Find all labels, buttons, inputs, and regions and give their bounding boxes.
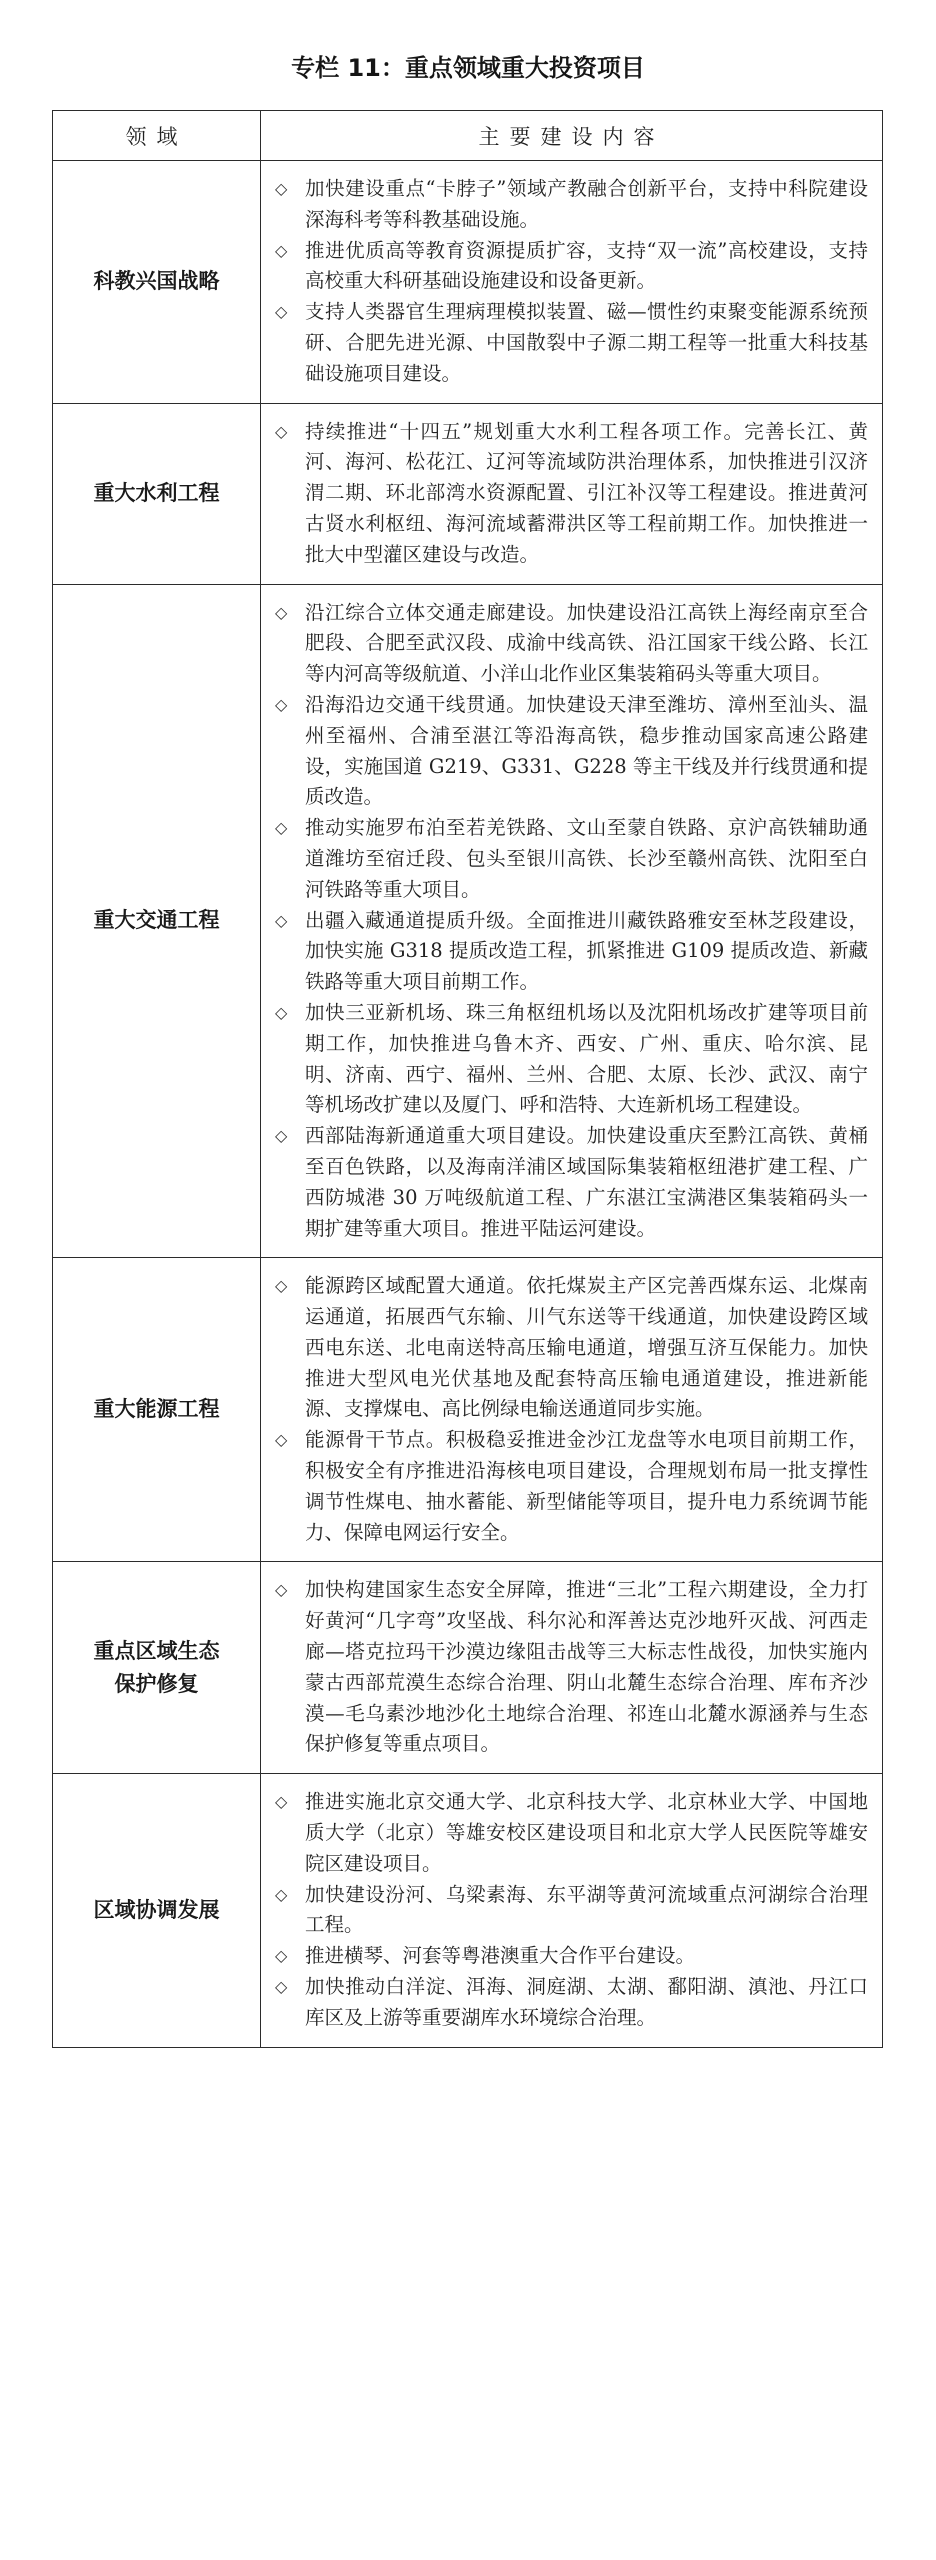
list-item xyxy=(275,174,868,236)
item-text: 推进横琴、河套等粤港澳重大合作平台建设。 xyxy=(305,1944,696,1968)
domain-cell xyxy=(53,1562,261,1774)
domain-cell xyxy=(53,1258,261,1562)
list-item xyxy=(275,813,868,905)
content-cell xyxy=(261,403,883,584)
list-item xyxy=(275,236,868,298)
item-text: 加快建设汾河、乌梁素海、东平湖等黄河流域重点河湖综合治理工程。 xyxy=(305,1882,868,1937)
diamond-bullet-icon: ◇ xyxy=(275,1977,288,1997)
diamond-bullet-icon: ◇ xyxy=(275,1002,288,1022)
content-cell xyxy=(261,161,883,404)
item-text: 推进优质高等教育资源提质扩容，支持“双一流”高校建设，支持高校重大科研基础设施建设和设备更新。 xyxy=(305,238,868,293)
project-table xyxy=(52,110,883,2048)
list-item xyxy=(275,1787,868,1879)
domain-cell xyxy=(53,584,261,1258)
item-text: 能源骨干节点。积极稳妥推进金沙江龙盘等水电项目前期工作，积极安全有序推进沿海核电项目建设，合理规划布局一批支撑性调节性煤电、抽水蓄能、新型储能等项目，提升电力系统调节能力、保障电网运行安全。 xyxy=(305,1428,868,1544)
item-text: 能源跨区域配置大通道。依托煤炭主产区完善西煤东运、北煤南运通道，拓展西气东输、川气东送等干线通道，加快建设跨区域西电东送、北电南送特高压输电通道，增强互济互保能力。加快推进大型风电光伏基地及配套特高压输电通道建设，推进新能源、支撑煤电、高比例绿电输送通道同步实施。 xyxy=(305,1274,868,1421)
table-row xyxy=(53,403,883,584)
domain-cell xyxy=(53,1774,261,2047)
domain-label: 重大能源工程 xyxy=(93,1397,220,1422)
item-text: 持续推进“十四五”规划重大水利工程各项工作。完善长江、黄河、海河、松花江、辽河等流域防洪治理体系，加快推进引汉济渭二期、环北部湾水资源配置、引江补汉等工程建设。推进黄河古贤水利枢纽、海河流域蓄滞洪区等工程前期工作。加快推进一批大中型灌区建设与改造。 xyxy=(305,419,868,566)
page-title: 专栏 11：重点领域重大投资项目 xyxy=(291,54,645,82)
item-text: 沿江综合立体交通走廊建设。加快建设沿江高铁上海经南京至合肥段、合肥至武汉段、成渝中线高铁、沿江国家干线公路、长江等内河高等级航道、小洋山北作业区集装箱码头等重大项目。 xyxy=(305,600,868,686)
item-text: 加快三亚新机场、珠三角枢纽机场以及沈阳机场改扩建等项目前期工作，加快推进乌鲁木齐、西安、广州、重庆、哈尔滨、昆明、济南、西宁、福州、兰州、合肥、太原、长沙、武汉、南宁等机场改扩建以及厦门、呼和浩特、大连新机场工程建设。 xyxy=(305,1000,868,1117)
header-content: 主要建设内容 xyxy=(261,111,883,161)
content-cell xyxy=(261,1774,883,2047)
list-item xyxy=(275,1271,868,1425)
table-header-row xyxy=(53,111,883,161)
table-row xyxy=(53,1562,883,1774)
list-item xyxy=(275,1972,868,2034)
list-item xyxy=(275,1880,868,1942)
content-cell xyxy=(261,1258,883,1562)
list-item xyxy=(275,690,868,813)
item-text: 加快推动白洋淀、洱海、洞庭湖、太湖、鄱阳湖、滇池、丹江口库区及上游等重要湖库水环境综合治理。 xyxy=(305,1975,868,2029)
domain-cell xyxy=(53,403,261,584)
diamond-bullet-icon: ◇ xyxy=(275,1792,288,1812)
diamond-bullet-icon: ◇ xyxy=(275,1580,288,1600)
item-text: 加快建设重点“卡脖子”领域产教融合创新平台，支持中科院建设深海科考等科教基础设施。 xyxy=(305,177,868,231)
diamond-bullet-icon: ◇ xyxy=(275,818,288,838)
list-item xyxy=(275,998,868,1121)
diamond-bullet-icon: ◇ xyxy=(275,421,288,441)
table-row xyxy=(53,161,883,404)
item-text: 西部陆海新通道重大项目建设。加快建设重庆至黔江高铁、黄桶至百色铁路，以及海南洋浦区域国际集装箱枢纽港扩建工程、广西防城港 30 万吨级航道工程、广东湛江宝满港区集装箱码头一期扩建等重大项目。推进平陆运河建设。 xyxy=(305,1124,868,1240)
list-item xyxy=(275,1575,868,1760)
diamond-bullet-icon: ◇ xyxy=(275,1126,288,1146)
diamond-bullet-icon: ◇ xyxy=(275,1884,288,1904)
diamond-bullet-icon: ◇ xyxy=(275,694,288,714)
header-domain: 领域 xyxy=(53,111,261,161)
domain-label: 科教兴国战略 xyxy=(93,269,220,294)
list-item xyxy=(275,598,868,690)
list-item xyxy=(275,906,868,998)
item-text: 加快构建国家生态安全屏障，推进“三北”工程六期建设，全力打好黄河“几字弯”攻坚战、科尔沁和浑善达克沙地歼灭战、河西走廊—塔克拉玛干沙漠边缘阻击战等三大标志性战役，加快实施内蒙古西部荒漠生态综合治理、阴山北麓生态综合治理、库布齐沙漠—毛乌素沙地沙化土地综合治理、祁连山北麓水源涵养与生态保护修复等重点项目。 xyxy=(305,1578,868,1756)
domain-label: 区域协调发展 xyxy=(93,1897,220,1922)
table-row xyxy=(53,584,883,1258)
domain-label: 重大水利工程 xyxy=(93,481,220,506)
diamond-bullet-icon: ◇ xyxy=(275,1946,288,1966)
domain-cell xyxy=(53,161,261,404)
diamond-bullet-icon: ◇ xyxy=(275,240,288,260)
diamond-bullet-icon: ◇ xyxy=(275,910,288,930)
diamond-bullet-icon: ◇ xyxy=(275,179,288,198)
diamond-bullet-icon: ◇ xyxy=(275,1276,288,1296)
list-item xyxy=(275,297,868,389)
table-row xyxy=(53,1774,883,2047)
table-row xyxy=(53,1258,883,1562)
item-text: 沿海沿边交通干线贯通。加快建设天津至潍坊、漳州至汕头、温州至福州、合浦至湛江等沿海高铁，稳步推动国家高速公路建设，实施国道 G219、G331、G228 等主干线及并行线贯通和提质改造。 xyxy=(305,692,868,809)
list-item xyxy=(275,417,868,571)
diamond-bullet-icon: ◇ xyxy=(275,302,288,322)
domain-label: 重大交通工程 xyxy=(93,908,220,933)
item-text: 出疆入藏通道提质升级。全面推进川藏铁路雅安至林芝段建设，加快实施 G318 提质改造工程，抓紧推进 G109 提质改造、新藏铁路等重大项目前期工作。 xyxy=(305,908,868,994)
content-cell xyxy=(261,1562,883,1774)
diamond-bullet-icon: ◇ xyxy=(275,1430,288,1450)
content-cell xyxy=(261,584,883,1258)
item-text: 支持人类器官生理病理模拟装置、磁—惯性约束聚变能源系统预研、合肥先进光源、中国散裂中子源二期工程等一批重大科技基础设施项目建设。 xyxy=(305,300,868,385)
list-item xyxy=(275,1941,868,1972)
item-text: 推进实施北京交通大学、北京科技大学、北京林业大学、中国地质大学（北京）等雄安校区建设项目和北京大学人民医院等雄安院区建设项目。 xyxy=(305,1790,868,1875)
list-item xyxy=(275,1425,868,1548)
diamond-bullet-icon: ◇ xyxy=(275,602,288,622)
domain-label: 重点区域生态保护修复 xyxy=(93,1638,220,1696)
table-body xyxy=(53,161,883,2048)
list-item xyxy=(275,1121,868,1244)
item-text: 推动实施罗布泊至若羌铁路、文山至蒙自铁路、京沪高铁辅助通道潍坊至宿迁段、包头至银川高铁、长沙至赣州高铁、沈阳至白河铁路等重大项目。 xyxy=(305,816,868,901)
